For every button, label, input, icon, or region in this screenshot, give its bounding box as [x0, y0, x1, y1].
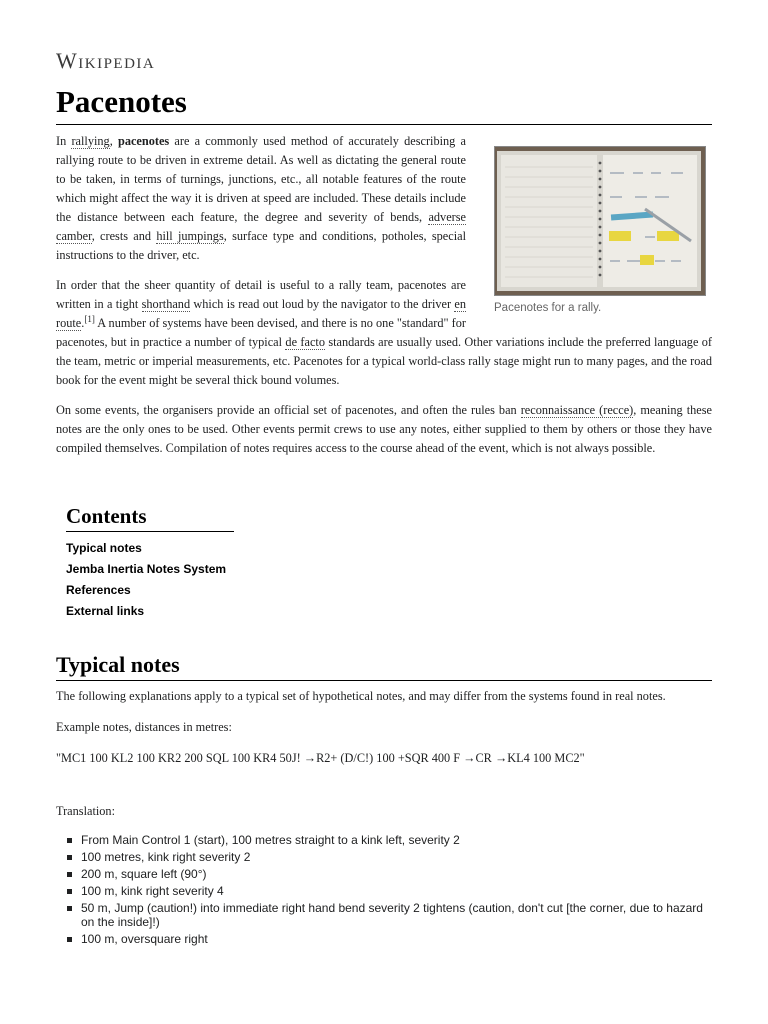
link-reconnaissance[interactable]: reconnaissance (recce)	[520, 403, 634, 417]
link-en-route[interactable]: en route	[56, 297, 466, 330]
list-item: 100 m, oversquare right	[81, 932, 712, 946]
link-shorthand[interactable]: shorthand	[141, 297, 191, 311]
toc-item-references[interactable]: References	[66, 583, 131, 597]
pacenotes-photo[interactable]	[494, 146, 706, 296]
intro-paragraph-3: On some events, the organisers provide an official set of pacenotes, and often the rules ban reconnaissance (recce), meaning these notes are the only ones to be used. Other events permit crews to use any notes, either supplied to them by others or those they have compiled themselves. Compilation of notes requires access to the course ahead of the event, which is not always possible.	[56, 403, 712, 455]
reference-1[interactable]: [1]	[84, 313, 95, 324]
link-adverse-camber[interactable]: adverse camber	[56, 210, 466, 243]
term-pacenotes: pacenotes	[117, 134, 170, 148]
figure-caption: Pacenotes for a rally.	[494, 302, 602, 314]
list-item: 100 metres, kink right severity 2	[81, 850, 712, 864]
list-item: 50 m, Jump (caution!) into immediate right hand bend severity 2 tightens (caution, don't cut [the corner, due to hazard on the inside]!)	[81, 901, 712, 929]
link-de-facto[interactable]: de facto	[285, 335, 325, 349]
link-rallying[interactable]: rallying	[71, 134, 110, 148]
section-paragraph-3: Translation:	[56, 804, 115, 818]
section-paragraph-1: The following explanations apply to a typical set of hypothetical notes, and may differ from the systems found in real notes.	[56, 689, 666, 703]
list-item: 200 m, square left (90°)	[81, 867, 712, 881]
intro-paragraph-2: In order that the sheer quantity of detail is useful to a rally team, pacenotes are written in a tight shorthand which is read out loud by the navigator to the driver en route.[1] A number of systems have been devised, and there is no one "standard" for pacenotes, but in practice a number of typical de facto standards are usually used. Other variations include the preferred language of the team, metric or imperial measurements, etc. Pacenotes for a typical world-class rally stage might run to many pages, and the road book for the event might be several thick bound volumes.	[56, 278, 713, 387]
intro-paragraph-1: In rallying, pacenotes are a commonly used method of accurately describing a rallying route to be driven in extreme detail. As well as dictating the general route to be taken, in terms of turnings, junctions, etc., all notable features of the route which might affect the way it is driven at speed are included. These details include the distance between each feature, the degree and severity of bends, adverse camber, crests and hill jumpings, surface type and conditions, potholes, special instructions to the driver, etc.	[56, 134, 466, 262]
article-intro	[56, 132, 712, 469]
pacenotes-figure	[494, 146, 706, 318]
page-title: Pacenotes	[56, 84, 712, 125]
section-typical-notes	[56, 652, 712, 949]
list-item: 100 m, kink right severity 4	[81, 884, 712, 898]
translation-list	[56, 833, 712, 946]
list-item: From Main Control 1 (start), 100 metres straight to a kink left, severity 2	[81, 833, 712, 847]
toc-title: Contents	[66, 504, 234, 532]
toc-item-typical-notes[interactable]: Typical notes	[66, 541, 142, 555]
wikipedia-wordmark[interactable]: Wikipedia	[56, 48, 156, 73]
section-paragraph-2: Example notes, distances in metres:	[56, 720, 232, 734]
toc-item-jemba-inertia-notes-system[interactable]: Jemba Inertia Notes System	[66, 562, 227, 576]
table-of-contents	[66, 504, 234, 622]
section-heading: Typical notes	[56, 652, 712, 681]
link-hill-jumpings[interactable]: hill jumpings	[156, 229, 224, 243]
example-notes: "MC1 100 KL2 100 KR2 200 SQL 100 KR4 50J! →R2+ (D/C!) 100 +SQR 400 F →CR →KL4 100 MC2"	[56, 751, 585, 765]
toc-item-external-links[interactable]: External links	[66, 604, 145, 618]
